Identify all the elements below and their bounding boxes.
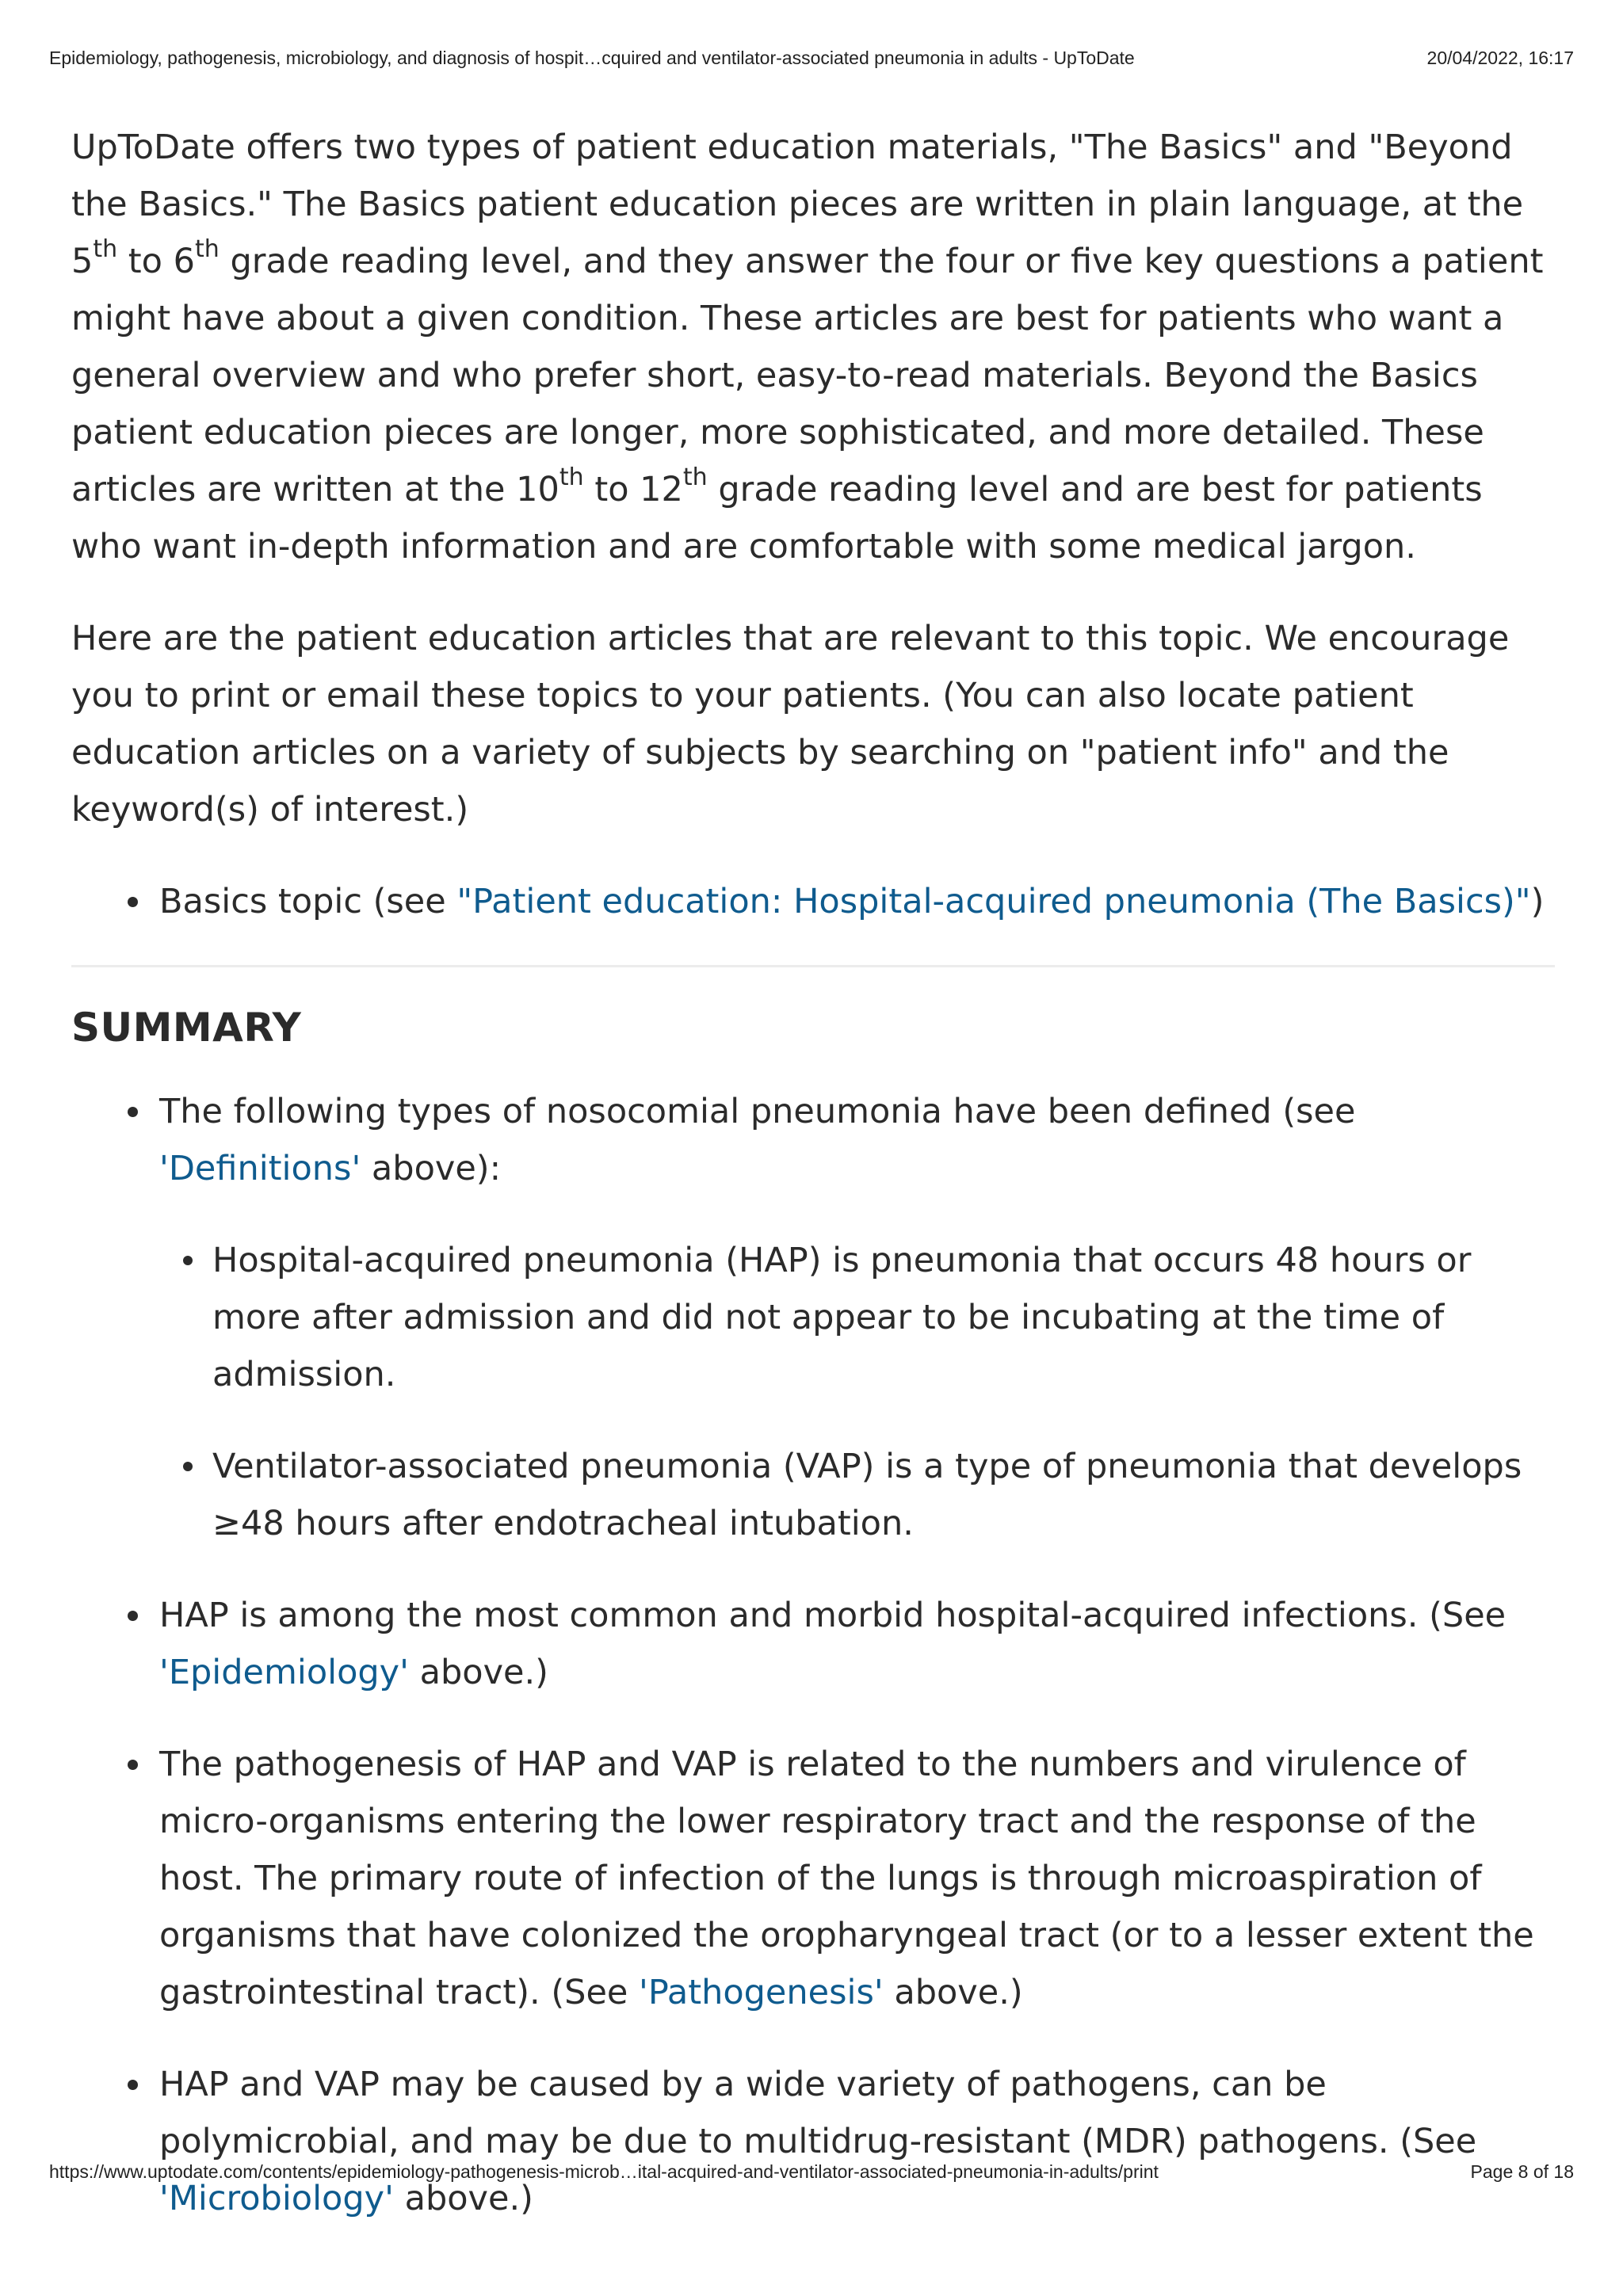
article-content (71, 119, 1555, 2262)
epidemiology-link[interactable]: 'Epidemiology' (159, 1653, 409, 1692)
list-item: Basics topic (see "Patient education: Hospital-acquired pneumonia (The Basics)") (159, 873, 1555, 930)
definitions-link[interactable]: 'Definitions' (159, 1149, 361, 1188)
print-header-title: Epidemiology, pathogenesis, microbiology, and diagnosis of hospit…cquired and ventilator-associated pneumonia in adults - UpToDate (49, 48, 1135, 68)
patient-education-intro: UpToDate offers two types of patient education materials, "The Basics" and "Beyond the Basics." The Basics patient education pieces are written in plain language, at the 5th to 6th grade reading level, and they answer the four or five key questions a patient might have about a given condition. These articles are best for patients who want a general overview and who prefer short, easy-to-read materials. Beyond the Basics patient education pieces are longer, more sophisticated, and more detailed. These articles are written at the 10th to 12th grade reading level and are best for patients who want in-depth information and are comfortable with some medical jargon. (71, 128, 1544, 566)
print-footer-url: https://www.uptodate.com/contents/epidemiology-pathogenesis-microb…ital-acquired-and-ventilator-associated-pneumonia-in-adults/print (49, 2161, 1159, 2182)
summary-sublist (159, 1232, 1555, 1552)
list-item: Ventilator-associated pneumonia (VAP) is a type of pneumonia that develops ≥48 hours after endotracheal intubation. (212, 1438, 1555, 1552)
print-header-datetime: 20/04/2022, 16:17 (1426, 48, 1574, 68)
list-item: HAP is among the most common and morbid hospital-acquired infections. (See 'Epidemiology' above.) (159, 1587, 1555, 1701)
microbiology-link[interactable]: 'Microbiology' (159, 2179, 394, 2218)
pathogenesis-link[interactable]: 'Pathogenesis' (639, 1973, 884, 2012)
patient-education-list (71, 873, 1555, 930)
list-item: The following types of nosocomial pneumonia have been defined (see 'Definitions' above): Hospital-acquired pneumonia (HAP) is pneumonia that occurs 48 hours or more after admission and did not appear to be incubating at the time of admission. Ventilator-associated pneumonia (VAP) is a type of pneumonia that develops ≥48 hours after endotracheal intubation. (159, 1083, 1555, 1552)
summary-heading: SUMMARY (71, 1005, 302, 1051)
section-divider (71, 965, 1555, 967)
list-item: Hospital-acquired pneumonia (HAP) is pneumonia that occurs 48 hours or more after admission and did not appear to be incubating at the time of admission. (212, 1232, 1555, 1403)
list-item: The pathogenesis of HAP and VAP is related to the numbers and virulence of micro-organisms entering the lower respiratory tract and the response of the host. The primary route of infection of the lungs is through microaspiration of organisms that have colonized the oropharyngeal tract (or to a lesser extent the gastrointestinal tract). (See 'Pathogenesis' above.) (159, 1736, 1555, 2021)
patient-education-relevant-articles: Here are the patient education articles that are relevant to this topic. We encourage you to print or email these topics to your patients. (You can also locate patient education articles on a variety of subjects by searching on "patient info" and the keyword(s) of interest.) (71, 619, 1510, 830)
summary-list (71, 1083, 1555, 2227)
basics-topic-link[interactable]: "Patient education: Hospital-acquired pneumonia (The Basics)" (456, 882, 1531, 921)
list-item: HAP and VAP may be caused by a wide variety of pathogens, can be polymicrobial, and may be due to multidrug-resistant (MDR) pathogens. (See 'Microbiology' above.) (159, 2056, 1555, 2227)
print-footer (49, 2161, 1574, 2183)
print-header (49, 48, 1574, 69)
page-number: Page 8 of 18 (1470, 2161, 1574, 2182)
